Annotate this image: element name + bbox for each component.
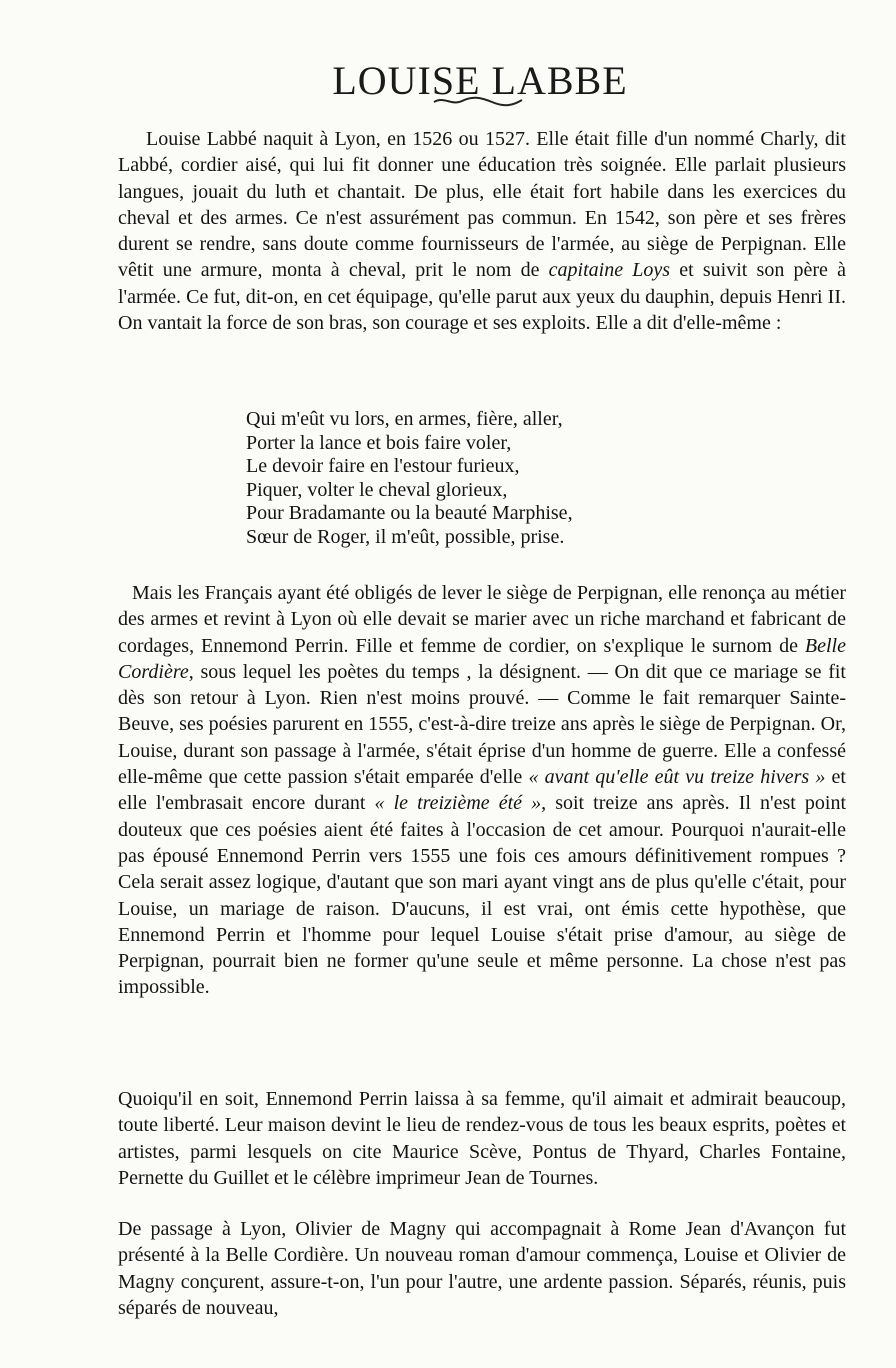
paragraph-magny: De passage à Lyon, Olivier de Magny qui accompagnait à Rome Jean d'Avançon fut présenté à la Belle Cordière. Un nouveau roman d'amour commença, Louise et Olivier de Magny conçurent, assure-t-on, l'un pour l'autre, une ardente passion. Séparés, réunis, puis séparés de nouveau,	[118, 1218, 846, 1319]
verse-line: Le devoir faire en l'estour furieux,	[246, 455, 520, 478]
verse-line: Porter la lance et bois faire voler,	[246, 431, 512, 454]
page-title: LOUISE LABBE	[332, 57, 628, 103]
paragraph-salon: Quoiqu'il en soit, Ennemond Perrin laissa à sa femme, qu'il aimait et admirait beaucoup, toute liberté. Leur maison devint le lieu de rendez-vous de tous les beaux esprits, poètes et artistes, parmi lesquels on cite Maurice Scève, Pontus de Thyard, Charles Fontaine, Pernette du Guillet et le célèbre imprimeur Jean de Tournes.	[118, 1088, 846, 1189]
paragraph-marriage-emphasis-nickname: Belle Cordière	[118, 634, 846, 683]
paragraph-marriage-emphasis-quote-1: « avant qu'elle eût vu treize hivers »	[528, 766, 826, 789]
paragraph-marriage-text-c: et elle l'embrasait encore durant	[118, 766, 846, 815]
verse-line: Qui m'eût vu lors, en armes, fière, aller,	[246, 408, 563, 430]
verse-line: Pour Bradamante ou la beauté Marphise,	[246, 502, 573, 525]
paragraph-marriage-emphasis-quote-2: « le treizième été »	[374, 792, 542, 815]
verse-line: Piquer, volter le cheval glorieux,	[246, 478, 508, 501]
paragraph-intro-text-a: Louise Labbé naquit à Lyon, en 1526 ou 1527. Elle était fille d'un nommé Charly, dit Labbé, cordier aisé, qui lui fit donner une éducation très soignée. Elle parlait plusieurs langues, jouait du luth et chantait. De plus, elle était fort habile dans les exercices du cheval et des armes. Ce n'est assurément pas commun. En 1542, son père et ses frères durent se rendre, sans doute comme fournisseurs de l'armée, au siège de Perpignan. Elle vêtit une armure, monta à cheval, prit le nom de	[118, 128, 846, 282]
paragraph-intro-text-b: et suivit son père à l'armée. Ce fut, dit-on, en cet équipage, qu'elle parut aux yeux du dauphin, depuis Henri II. On vantait la force de son bras, son courage et ses exploits. Elle a dit d'elle-même :	[118, 259, 846, 335]
paragraph-intro-emphasis: capitaine Loys	[548, 259, 671, 282]
title-ornament	[432, 94, 524, 108]
paragraph-marriage	[118, 580, 846, 1001]
verse-quote	[246, 408, 573, 550]
paragraph-marriage-text-d: , soit treize ans après. Il n'est point douteux que ces poésies aient été faites à l'occasion de cet amour. Pourquoi n'aurait-elle pas épousé Ennemond Perrin vers 1555 une fois ces amours définitivement rompues ? Cela serait assez logique, d'autant que son mari ayant vingt ans de plus qu'elle c'était, pour Louise, un mariage de raison. D'aucuns, il est vrai, ont émis cette hypothèse, que Ennemond Perrin et l'homme pour lequel Louise s'était prise d'amour, au siège de Perpignan, pourrait bien ne former qu'une seule et même personne. La chose n'est pas impossible.	[118, 792, 847, 999]
paragraph-marriage-text-b: , sous lequel les poètes du temps , la désignent. — On dit que ce mariage se fit dès son retour à Lyon. Rien n'est moins prouvé. — Comme le fait remarquer Sainte-Beuve, ses poésies parurent en 1555, c'est-à-dire treize ans après le siège de Perpignan. Or, Louise, durant son passage à l'armée, s'était éprise d'un homme de guerre. Elle a confessé elle-même que cette passion s'était emparée d'elle	[118, 660, 846, 789]
verse-line: Sœur de Roger, il m'eût, possible, prise.	[246, 525, 565, 548]
paragraph-marriage-text-a: Mais les Français ayant été obligés de lever le siège de Perpignan, elle renonça au métier des armes et revint à Lyon où elle devait se marier avec un riche marchand et fabricant de cordages, Ennemond Perrin. Fille et femme de cordier, on s'explique le surnom de	[118, 582, 846, 657]
paragraph-intro	[118, 126, 846, 336]
